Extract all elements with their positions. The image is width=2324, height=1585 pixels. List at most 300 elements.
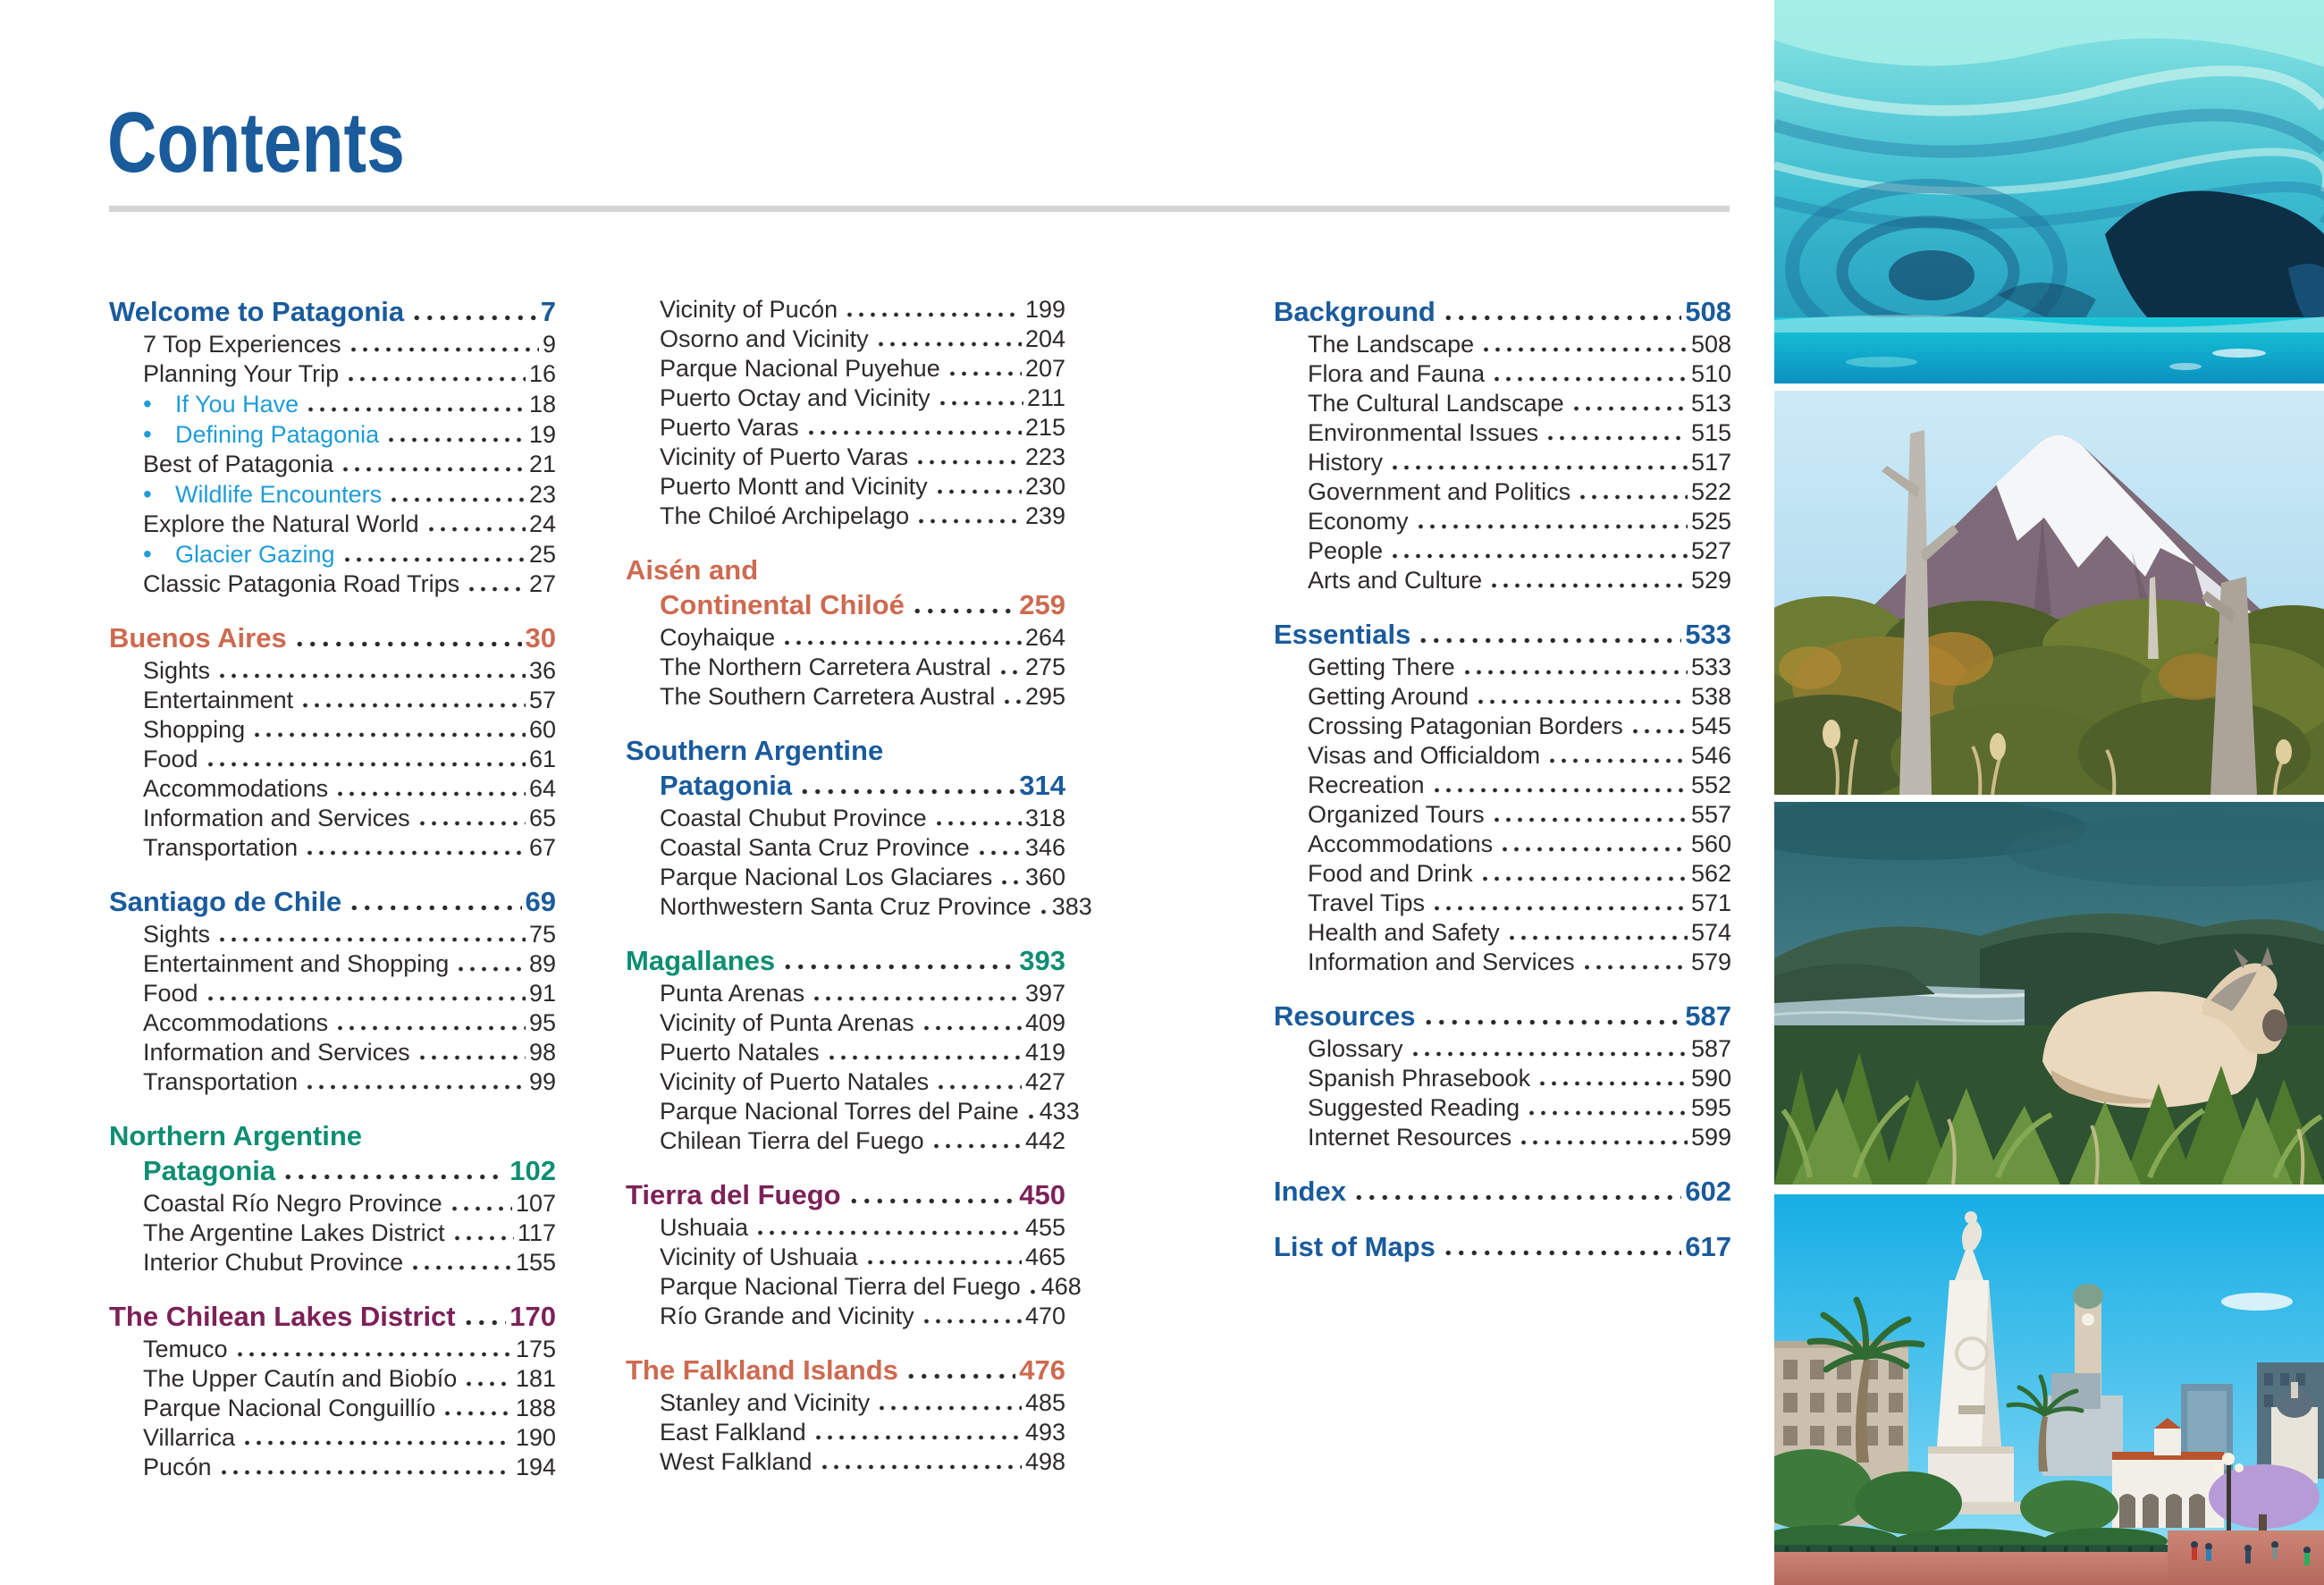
entry-page-number: 98 [528, 1039, 556, 1066]
toc-entry [626, 1008, 1065, 1038]
entry-page-number: 99 [528, 1068, 556, 1095]
toc-entry [626, 1418, 1065, 1447]
entry-label: Visas and Officialdom [1308, 742, 1541, 769]
chapter-title: Northern Argentine [109, 1120, 363, 1151]
entry-page-number: 24 [528, 510, 556, 537]
dot-leader [341, 557, 526, 562]
toc-entry [1274, 1064, 1731, 1093]
dot-leader [1038, 909, 1048, 915]
dot-leader [826, 1055, 1022, 1060]
entry-label: Recreation [1308, 771, 1425, 798]
dot-leader [934, 489, 1022, 494]
entry-label: Health and Safety [1308, 919, 1500, 946]
entry-label: The Argentine Lakes District [143, 1219, 445, 1246]
toc-entry [626, 804, 1065, 833]
toc-block [109, 1300, 556, 1482]
dot-leader [798, 788, 1015, 795]
chapter-heading-row [626, 1353, 1065, 1387]
chapter-page-number: 259 [1019, 589, 1065, 620]
dot-leader [914, 459, 1022, 465]
entry-page-number: 427 [1024, 1068, 1065, 1095]
entry-page-number: 199 [1024, 296, 1065, 323]
entry-page-number: 442 [1024, 1127, 1065, 1154]
entry-page-number: 397 [1024, 980, 1065, 1007]
chapter-title: Southern Argentine [626, 735, 884, 766]
entry-page-number: 557 [1690, 801, 1731, 828]
entry-label: Coastal Río Negro Province [143, 1190, 442, 1217]
chapter-title: Continental Chiloé [660, 589, 905, 620]
dot-leader [241, 1440, 512, 1446]
dot-leader [876, 1405, 1022, 1411]
toc-entry [626, 892, 1092, 922]
entry-page-number: 211 [1026, 384, 1065, 411]
dot-leader [1499, 847, 1688, 852]
toc-entry [1274, 330, 1731, 359]
entry-page-number: 346 [1024, 834, 1065, 861]
toc-entry [626, 384, 1065, 413]
dot-leader [348, 905, 521, 911]
entry-page-number: 57 [528, 687, 556, 713]
entry-page-number: 117 [517, 1219, 556, 1246]
chapter-title: Patagonia [660, 770, 793, 801]
entry-page-number: 409 [1024, 1009, 1065, 1036]
photo-volcano-forest [1774, 391, 2324, 795]
toc-entry [1274, 477, 1731, 507]
entry-page-number: 21 [528, 451, 556, 477]
toc-entry [1274, 566, 1731, 595]
chapter-heading-row [109, 1154, 556, 1187]
toc-entry [626, 1038, 1065, 1067]
entry-label: Environmental Issues [1308, 419, 1539, 446]
toc-entry [1274, 1123, 1731, 1152]
entry-label: Transportation [143, 1068, 299, 1095]
entry-label: Organized Tours [1308, 801, 1485, 828]
toc-entry [1274, 1034, 1731, 1064]
entry-label: The Landscape [1308, 331, 1475, 358]
dot-leader [1480, 347, 1688, 352]
toc-entry [109, 745, 556, 774]
plaza-illustration [1774, 1194, 2324, 1585]
entry-label: Northwestern Santa Cruz Province [660, 893, 1031, 920]
dot-leader [348, 347, 539, 352]
entry-label: Explore the Natural World [143, 510, 419, 537]
entry-label: Temuco [143, 1336, 228, 1362]
dot-leader [1027, 1289, 1038, 1294]
dot-leader [1431, 906, 1688, 911]
entry-label: Ushuaia [660, 1214, 749, 1241]
entry-label: Interior Chubut Province [143, 1249, 404, 1276]
entry-page-number: 522 [1690, 478, 1731, 505]
chapter-title: Patagonia [143, 1155, 276, 1186]
toc-entry [626, 295, 1065, 325]
entry-page-number: 525 [1690, 508, 1731, 535]
dot-leader [805, 430, 1022, 435]
toc-entry [626, 413, 1065, 443]
dot-leader [905, 1373, 1015, 1379]
dot-leader [409, 1265, 512, 1270]
dot-leader [1629, 729, 1688, 734]
toc-block [1274, 999, 1731, 1152]
entry-label: Entertainment [143, 687, 294, 713]
entry-label: Coastal Santa Cruz Province [660, 834, 970, 861]
entry-label: Information and Services [1308, 948, 1575, 975]
entry-page-number: 513 [1690, 390, 1731, 417]
entry-label: Parque Nacional Los Glaciares [660, 864, 993, 890]
entry-page-number: 595 [1690, 1094, 1731, 1121]
entry-page-number: 587 [1690, 1035, 1731, 1062]
dot-leader [813, 1435, 1022, 1440]
entry-label: Transportation [143, 834, 299, 861]
entry-page-number: 468 [1040, 1273, 1082, 1300]
dot-leader [1491, 376, 1688, 382]
dot-leader [299, 703, 526, 708]
entry-label: The Southern Carretera Austral [660, 683, 996, 710]
entry-page-number: 510 [1690, 360, 1731, 387]
dot-leader [781, 964, 1015, 970]
chapter-heading-row [626, 553, 1065, 586]
entry-page-number: 546 [1690, 742, 1731, 769]
chapter-page-number: 533 [1685, 619, 1731, 650]
chapter-title: Welcome to Patagonia [109, 296, 405, 327]
entry-page-number: 493 [1024, 1419, 1065, 1446]
chapter-title: Tierra del Fuego [626, 1179, 841, 1210]
toc-entry [109, 1189, 556, 1218]
toc-entry [626, 623, 1065, 653]
dot-leader [1417, 637, 1681, 644]
dot-leader [334, 1025, 526, 1031]
entry-page-number: 230 [1024, 473, 1065, 500]
dot-leader [937, 400, 1023, 406]
toc-entry [109, 1423, 556, 1453]
entry-page-number: 188 [515, 1395, 556, 1421]
chapter-title: Magallanes [626, 945, 776, 976]
dot-leader [1415, 524, 1688, 529]
dot-leader [1546, 758, 1688, 763]
entry-page-number: 419 [1024, 1039, 1065, 1066]
chapter-heading-row [626, 734, 1065, 767]
toc-entry [626, 653, 1065, 682]
toc-entry [109, 569, 556, 599]
toc-block [1274, 295, 1731, 595]
entry-label: Entertainment and Shopping [143, 950, 450, 977]
dot-leader [1410, 1051, 1688, 1057]
entry-label: Accommodations [143, 775, 329, 802]
entry-page-number: 75 [528, 921, 556, 948]
entry-page-number: 23 [528, 481, 556, 508]
dot-leader [998, 670, 1022, 675]
entry-label: Shopping [143, 716, 246, 743]
entry-page-number: 107 [515, 1190, 556, 1217]
toc-entry [626, 325, 1065, 354]
dot-leader [930, 1143, 1022, 1149]
toc-entry [109, 1218, 556, 1248]
dot-leader [340, 467, 526, 472]
toc-entry [1274, 536, 1731, 566]
entry-label: Food [143, 746, 198, 772]
entry-page-number: 264 [1024, 624, 1065, 651]
dot-leader [345, 376, 526, 382]
entry-page-number: 95 [528, 1009, 556, 1036]
chapter-title: Index [1274, 1176, 1346, 1207]
dot-leader [1442, 315, 1681, 321]
chapter-title: Buenos Aires [109, 622, 287, 653]
chapter-page-number: 587 [1685, 1000, 1731, 1032]
dot-leader [462, 1319, 507, 1326]
entry-page-number: 571 [1690, 889, 1731, 916]
dot-leader [205, 762, 526, 767]
dot-leader [911, 608, 1015, 614]
toc-block [626, 1178, 1082, 1331]
toc-entry [626, 1243, 1065, 1272]
entry-page-number: 527 [1690, 537, 1731, 564]
toc-entry [109, 1394, 556, 1423]
toc-column-3 [1274, 295, 1731, 1286]
dot-leader [847, 1198, 1016, 1204]
entry-label: 7 Top Experiences [143, 331, 341, 358]
entry-page-number: 19 [528, 421, 556, 448]
entry-page-number: 383 [1051, 893, 1092, 920]
entry-page-number: 155 [515, 1249, 556, 1276]
entry-label: Information and Services [143, 805, 410, 831]
dot-leader [234, 1352, 512, 1357]
toc-entry [626, 682, 1065, 712]
chapter-page-number: 450 [1019, 1179, 1065, 1210]
chapter-title: The Chilean Lakes District [109, 1301, 456, 1332]
entry-page-number: 533 [1690, 653, 1731, 680]
toc-block [1274, 1230, 1731, 1263]
entry-label: Puerto Varas [660, 414, 799, 441]
toc-entry [109, 510, 556, 539]
chapter-heading-row [109, 621, 556, 654]
dot-leader [417, 1055, 526, 1060]
entry-label: Getting Around [1308, 683, 1469, 710]
chapter-heading-row [626, 944, 1065, 977]
chapter-title: Essentials [1274, 619, 1411, 650]
dot-leader [1479, 876, 1688, 881]
dot-leader [293, 641, 522, 647]
toc-block [109, 885, 556, 1097]
toc-entry [626, 1213, 1065, 1243]
photo-wild-horse-coast [1774, 802, 2324, 1185]
toc-entry [109, 656, 556, 686]
toc-block [626, 1353, 1065, 1477]
toc-entry [109, 804, 556, 833]
entry-label: If You Have [175, 391, 299, 417]
entry-label: Pucón [143, 1454, 212, 1480]
toc-entry [109, 833, 556, 863]
chapter-page-number: 393 [1019, 945, 1065, 976]
title-divider-rule [109, 206, 1730, 212]
entry-label: Coyhaique [660, 624, 776, 651]
chapter-page-number: 7 [540, 296, 556, 327]
page-title [107, 95, 479, 190]
chapter-heading-row [1274, 999, 1731, 1033]
dot-leader [976, 850, 1022, 856]
entry-page-number: 574 [1690, 919, 1731, 946]
entry-label: The Cultural Landscape [1308, 390, 1564, 417]
toc-entry [1274, 918, 1731, 948]
entry-page-number: 545 [1690, 712, 1731, 739]
dot-leader [1442, 1250, 1681, 1256]
entry-page-number: 560 [1690, 830, 1731, 857]
entry-label: Travel Tips [1308, 889, 1426, 916]
dot-leader [1570, 406, 1688, 411]
entry-page-number: 295 [1024, 683, 1065, 710]
entry-label: Accommodations [1308, 830, 1494, 857]
entry-page-number: 360 [1024, 864, 1065, 890]
entry-page-number: 562 [1690, 860, 1731, 887]
toc-block [109, 1119, 556, 1277]
dot-leader [1475, 699, 1688, 704]
dot-leader [1581, 965, 1688, 970]
dot-leader [334, 791, 526, 797]
chapter-heading-row [109, 885, 556, 918]
chapter-title: Santiago de Chile [109, 886, 342, 917]
chapter-heading-row [1274, 618, 1731, 651]
entry-label: Wildlife Encounters [175, 481, 383, 508]
dot-leader [451, 1235, 514, 1241]
toc-entry [109, 774, 556, 804]
photo-marble-caves [1774, 0, 2324, 384]
chapter-heading-row [109, 295, 556, 328]
entry-label: Internet Resources [1308, 1124, 1512, 1151]
toc-entry [1274, 507, 1731, 536]
entry-label: People [1308, 537, 1384, 564]
dot-leader [1537, 1081, 1688, 1086]
bullet-icon: • [143, 420, 152, 448]
entry-label: Vicinity of Puerto Natales [660, 1068, 930, 1095]
entry-label: Government and Politics [1308, 478, 1571, 505]
dot-leader [935, 1084, 1022, 1090]
entry-label: Stanley and Vicinity [660, 1389, 871, 1416]
entry-page-number: 207 [1024, 355, 1065, 382]
entry-page-number: 204 [1024, 325, 1065, 352]
chapter-page-number: 602 [1685, 1176, 1731, 1207]
dot-leader [1506, 935, 1688, 940]
entry-label: Puerto Natales [660, 1039, 820, 1066]
chapter-heading-row [626, 1178, 1065, 1211]
chapter-page-number: 170 [509, 1301, 556, 1332]
toc-entry [109, 686, 556, 715]
entry-label: Punta Arenas [660, 980, 805, 1007]
dot-leader [205, 996, 526, 1001]
chapter-heading-row [1274, 1230, 1731, 1263]
toc-entry [1274, 448, 1731, 477]
horse-illustration [1774, 802, 2324, 1185]
dot-leader [466, 586, 526, 592]
entry-label: Classic Patagonia Road Trips [143, 570, 460, 597]
toc-entry [626, 502, 1065, 531]
entry-label: Osorno and Vicinity [660, 325, 869, 352]
toc-entry [626, 1126, 1065, 1156]
chapter-page-number: 476 [1019, 1354, 1065, 1386]
dot-leader [811, 996, 1022, 1001]
toc-entry [109, 330, 556, 359]
entry-label: Parque Nacional Torres del Paine [660, 1098, 1019, 1125]
bullet-icon: • [143, 480, 152, 508]
dot-leader [921, 1319, 1022, 1324]
entry-label: Coastal Chubut Province [660, 805, 927, 831]
chapter-title: List of Maps [1274, 1231, 1436, 1262]
dot-leader [947, 371, 1022, 376]
dot-leader [1491, 817, 1688, 822]
chapter-heading-row [626, 588, 1065, 621]
dot-leader [218, 1470, 512, 1475]
entry-page-number: 223 [1024, 443, 1065, 470]
chapter-page-number: 508 [1685, 296, 1731, 327]
bullet-icon: • [143, 540, 152, 568]
entry-page-number: 18 [528, 391, 556, 417]
entry-label: Best of Patagonia [143, 451, 334, 477]
chapter-page-number: 314 [1019, 770, 1065, 801]
marble-caves-illustration [1774, 0, 2324, 384]
entry-page-number: 239 [1024, 502, 1065, 529]
toc-entry [1274, 859, 1731, 889]
dot-leader [844, 312, 1022, 317]
dot-leader [385, 437, 526, 443]
dot-leader [463, 1381, 512, 1387]
entry-label: Economy [1308, 508, 1409, 535]
chapter-title: The Falkland Islands [626, 1354, 898, 1386]
toc-block [626, 734, 1092, 922]
entry-label: Puerto Montt and Vicinity [660, 473, 928, 500]
toc-entry [109, 949, 556, 979]
toc-entry [626, 1272, 1082, 1302]
toc-entry [109, 1038, 556, 1067]
toc-entry [1274, 889, 1731, 918]
toc-entry [109, 539, 556, 569]
entry-label: Flora and Fauna [1308, 360, 1486, 387]
toc-entry [109, 715, 556, 745]
toc-entry [1274, 359, 1731, 389]
entry-page-number: 60 [528, 716, 556, 743]
entry-label: Parque Nacional Puyehue [660, 355, 940, 382]
dot-leader [442, 1411, 512, 1416]
toc-block [626, 553, 1065, 712]
toc-entry [109, 389, 556, 419]
entry-label: The Upper Cautín and Biobío [143, 1365, 458, 1392]
entry-label: Suggested Reading [1308, 1094, 1520, 1121]
dot-leader [1526, 1110, 1688, 1116]
entry-page-number: 36 [528, 657, 556, 684]
toc-entry [109, 920, 556, 949]
entry-label: Parque Nacional Tierra del Fuego [660, 1273, 1021, 1300]
chapter-page-number: 617 [1685, 1231, 1731, 1262]
entry-label: Getting There [1308, 653, 1455, 680]
dot-leader [1001, 699, 1022, 704]
dot-leader [1461, 670, 1688, 675]
chapter-page-number: 102 [509, 1155, 556, 1186]
dot-leader [388, 497, 526, 502]
entry-label: Glossary [1308, 1035, 1403, 1062]
chapter-title: Aisén and [626, 554, 759, 586]
dot-leader [305, 407, 526, 412]
entry-label: Defining Patagonia [175, 421, 380, 448]
toc-entry [109, 1335, 556, 1364]
dot-leader [781, 640, 1022, 645]
entry-label: Villarrica [143, 1424, 236, 1451]
entry-page-number: 485 [1024, 1389, 1065, 1416]
chapter-heading-row [109, 1300, 556, 1333]
toc-entry [626, 354, 1065, 384]
entry-page-number: 529 [1690, 567, 1731, 594]
dot-leader [1025, 1114, 1036, 1119]
toc-entry [109, 1364, 556, 1394]
entry-page-number: 538 [1690, 683, 1731, 710]
toc-entry [626, 1447, 1065, 1477]
volcano-illustration [1774, 391, 2324, 795]
toc-column-2 [626, 295, 1092, 1499]
